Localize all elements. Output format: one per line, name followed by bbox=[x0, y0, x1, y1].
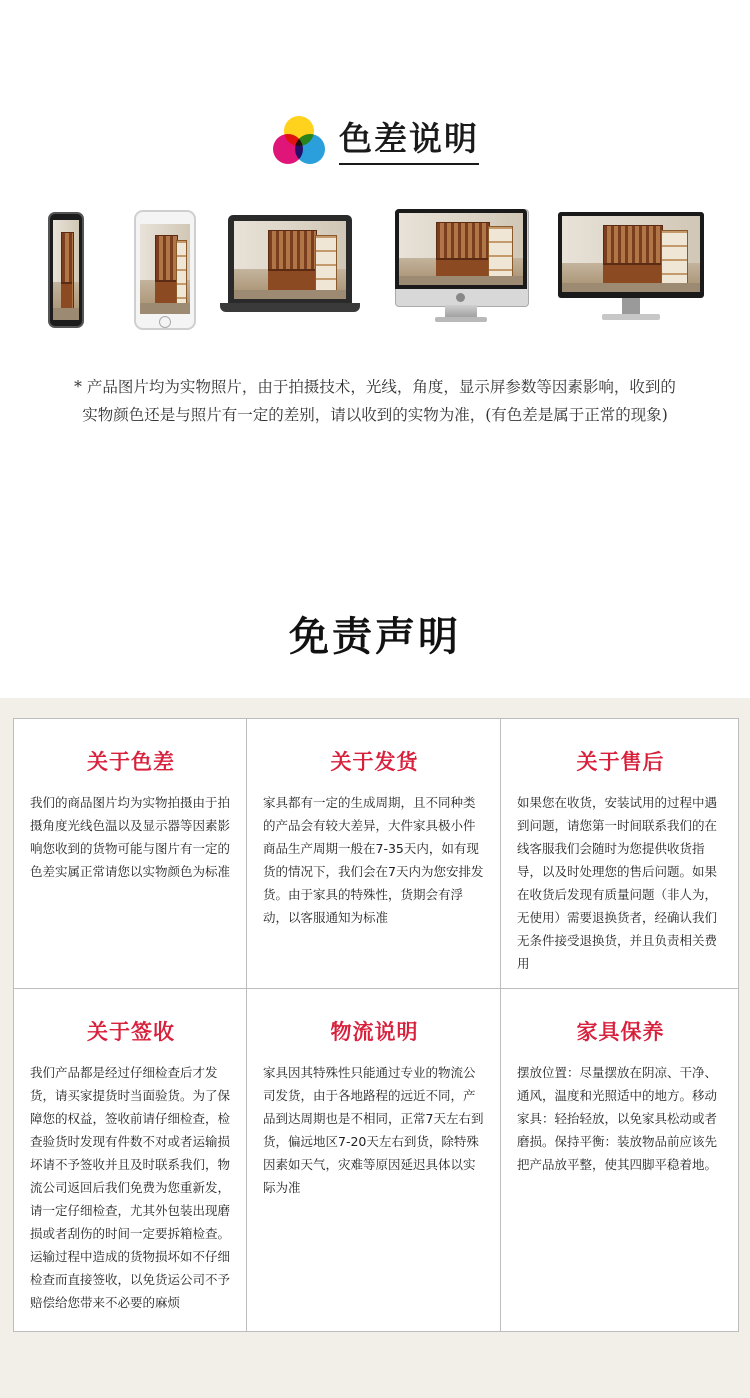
cell-title: 关于色差 bbox=[87, 750, 175, 774]
cell-title: 关于签收 bbox=[87, 1020, 175, 1044]
cell-title: 关于售后 bbox=[576, 750, 665, 774]
smartphone-white-icon bbox=[134, 210, 196, 330]
disclaimer-title: 免责声明 bbox=[289, 613, 461, 660]
cell-body: 我们的商品图片均为实物拍摄由于拍摄角度光线色温以及显示器等因素影响您收到的货物可能与图片有一定的色差实属正常请您以实物颜色为标准 bbox=[30, 795, 231, 879]
smartphone-black-icon bbox=[48, 212, 84, 328]
cmy-circles-icon bbox=[271, 114, 327, 170]
cell-body: 我们产品都是经过仔细检查后才发货，请买家提货时当面验货。为了保障您的权益，签收前请仔细检查，检查验货时发现有件数不对或者运输损坏请不予签收并且及时联系我们，物流公司返回后我们免费为您重新发，请一定仔细检查，尤其外包装出现磨损或者刮伤的时间一定要拆箱检查。运输过程中造成的货物损坏如不仔细检查而直接签收，以免货运公司不予赔偿给您带来不必要的麻烦 bbox=[30, 1065, 231, 1310]
note-line-2: 实物颜色还是与照片有一定的差别，请以收到的实物为准，(有色差是属于正常的现象) bbox=[82, 406, 668, 424]
cell-body: 如果您在收货，安装试用的过程中遇到问题，请您第一时间联系我们的在线客服我们会随时为您提供收货指导，以及时处理您的售后问题。如果在收货后发现有质量问题（非人为，无使用）需要退换货者，经确认我们无条件接受退换货，并且负责相关费用 bbox=[517, 795, 718, 971]
laptop-icon bbox=[220, 215, 360, 317]
note-line-1: * 产品图片均为实物照片，由于拍摄技术，光线，角度，显示屏参数等因素影响，收到的 bbox=[74, 378, 676, 396]
cell-body: 家具因其特殊性只能通过专业的物流公司发货，由于各地路程的远近不同，产品到达周期也是不相同，正常7天左右到货，偏远地区7-20天左右到货，除特殊因素如天气，灾难等原因延迟具体以实际为准 bbox=[263, 1065, 484, 1195]
desktop-monitor-icon bbox=[558, 212, 704, 326]
cell-receipt bbox=[14, 989, 247, 1331]
cell-body: 摆放位置：尽量摆放在阴凉、干净、通风，温度和光照适中的地方。移动家具：轻抬轻放，以免家具松动或者磨损。保持平衡：装放物品前应该先把产品放平整，使其四脚平稳着地。 bbox=[517, 1065, 718, 1172]
color-difference-header bbox=[0, 112, 750, 172]
cell-title: 家具保养 bbox=[576, 1020, 665, 1044]
color-difference-note bbox=[40, 373, 710, 429]
imac-icon bbox=[395, 209, 527, 325]
disclaimer-panel bbox=[0, 698, 750, 1398]
cell-furniture-care bbox=[501, 989, 738, 1331]
device-comparison-row bbox=[0, 205, 750, 330]
cell-title: 关于发货 bbox=[330, 750, 419, 774]
cell-shipping bbox=[247, 719, 501, 989]
cell-logistics bbox=[247, 989, 501, 1331]
cell-after-sales bbox=[501, 719, 738, 989]
cell-body: 家具都有一定的生成周期，且不同种类的产品会有较大差异，大件家具极小件商品生产周期一般在7-35天内，如有现货的情况下，我们会在7天内为您安排发货。由于家具的特殊性，货期会有浮动，以客服通知为标准 bbox=[263, 795, 484, 925]
cell-color-difference bbox=[14, 719, 247, 989]
color-difference-title: 色差说明 bbox=[339, 119, 479, 165]
disclaimer-grid bbox=[13, 718, 739, 1332]
cell-title: 物流说明 bbox=[330, 1020, 419, 1044]
